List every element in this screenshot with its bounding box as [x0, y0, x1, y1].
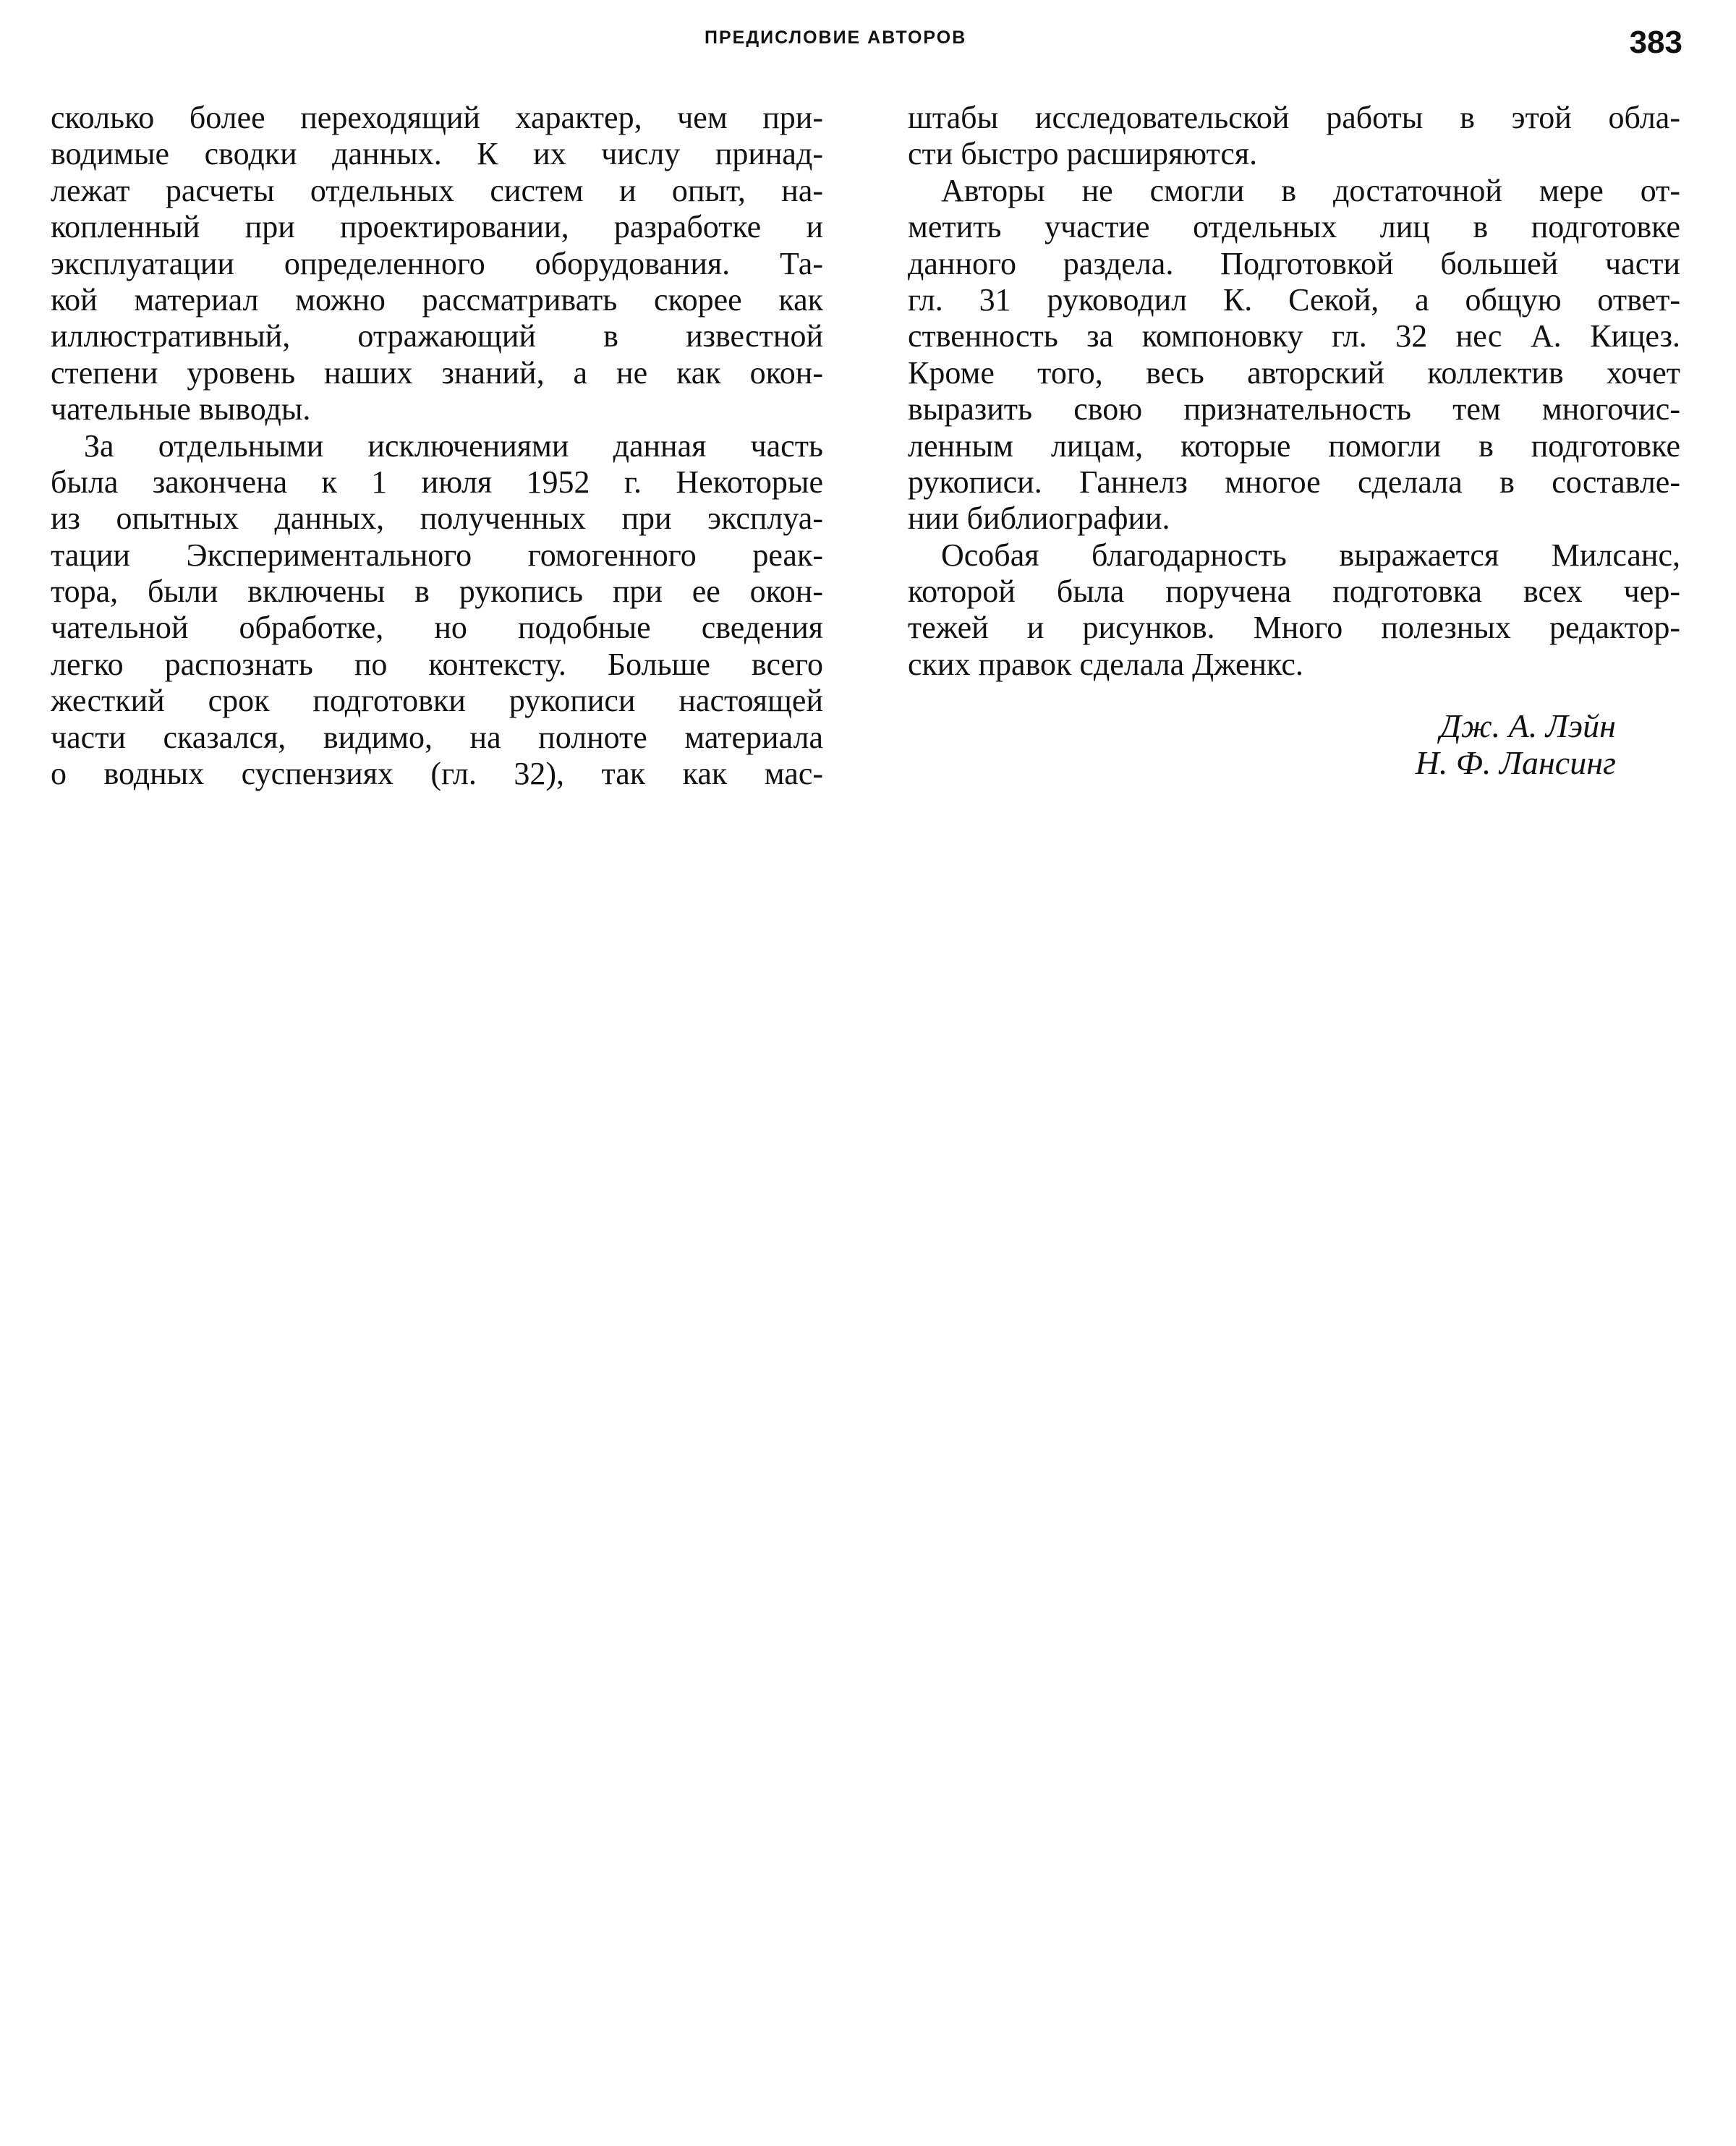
text-line: штабы исследовательской работы в этой обла-	[908, 100, 1680, 135]
text-line: ственность за компоновку гл. 32 нес А. Кицез.	[908, 318, 1680, 354]
running-head: ПРЕДИСЛОВИЕ АВТОРОВ	[705, 27, 967, 48]
text-line: Особая благодарность выражается Милсанс,	[941, 537, 1680, 573]
left-column	[51, 100, 823, 792]
text-line: гл. 31 руководил К. Секой, а общую ответ-	[908, 281, 1680, 318]
text-line: иллюстративный, отражающий в известной	[51, 318, 823, 354]
text-line: За отдельными исключениями данная часть	[84, 427, 823, 464]
signature-author: Дж. А. Лэйн	[1439, 707, 1616, 744]
text-line: тежей и рисунков. Много полезных редактор-	[908, 610, 1680, 646]
text-line: из опытных данных, полученных при эксплуа-	[51, 501, 823, 537]
text-line: кой материал можно рассматривать скорее как	[51, 281, 823, 318]
text-line: нии библиографии.	[908, 501, 1170, 537]
text-line: сти быстро расширяются.	[908, 136, 1258, 172]
text-line: части сказался, видимо, на полноте материала	[51, 719, 823, 755]
text-line: данного раздела. Подготовкой большей части	[908, 245, 1680, 281]
text-line: ских правок сделала Дженкс.	[908, 646, 1303, 682]
text-line: жесткий срок подготовки рукописи настоящей	[51, 683, 823, 719]
text-line: копленный при проектировании, разработке и	[51, 209, 823, 245]
text-line: выразить свою признательность тем многочис-	[908, 391, 1680, 427]
text-line: сколько более переходящий характер, чем при-	[51, 100, 823, 135]
text-line: метить участие отдельных лиц в подготовке	[908, 209, 1680, 245]
text-line: тации Экспериментального гомогенного реак-	[51, 537, 823, 573]
page-number: 383	[1629, 25, 1682, 60]
text-line: чательные выводы.	[51, 391, 311, 427]
text-line: ленным лицам, которые помогли в подготовке	[908, 427, 1680, 464]
signature-author: Н. Ф. Лансинг	[1415, 744, 1616, 781]
text-line: степени уровень наших знаний, а не как окон-	[51, 354, 823, 391]
text-line: эксплуатации определенного оборудования. Та-	[51, 245, 823, 281]
text-line: рукописи. Ганнелз многое сделала в составле-	[908, 464, 1680, 500]
text-line: которой была поручена подготовка всех чер-	[908, 574, 1680, 610]
text-line: водимые сводки данных. К их числу принад-	[51, 136, 823, 172]
text-line: чательной обработке, но подобные сведения	[51, 610, 823, 646]
text-line: лежат расчеты отдельных систем и опыт, на-	[51, 172, 823, 208]
text-line: легко распознать по контексту. Больше всего	[51, 646, 823, 682]
text-line: Кроме того, весь авторский коллектив хочет	[908, 354, 1680, 391]
text-line: о водных суспензиях (гл. 32), так как мас-	[51, 756, 823, 792]
text-line: была закончена к 1 июля 1952 г. Некоторые	[51, 464, 823, 500]
signatures	[1416, 707, 1616, 781]
text-line: тора, были включены в рукопись при ее окон-	[51, 574, 823, 610]
right-column	[908, 100, 1680, 683]
text-line: Авторы не смогли в достаточной мере от-	[941, 172, 1680, 208]
